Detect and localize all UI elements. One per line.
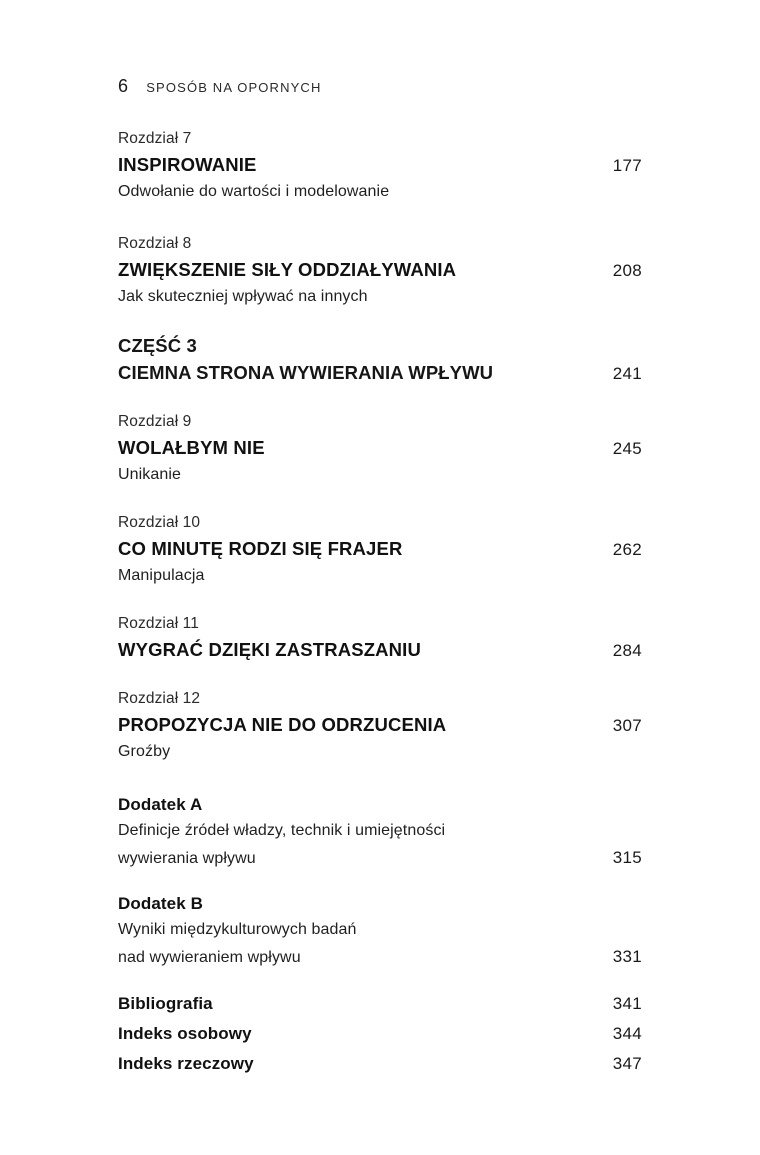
toc-entry-chapter-10[interactable] bbox=[118, 510, 642, 589]
toc-title[interactable]: Indeks osobowy bbox=[118, 1024, 252, 1043]
toc-title[interactable]: WOLAŁBYM NIE bbox=[118, 437, 265, 458]
toc-subtitle: Jak skuteczniej wpływać na innych bbox=[118, 288, 368, 305]
toc-entry-chapter-9[interactable] bbox=[118, 409, 642, 488]
toc-entry-appendix-b[interactable] bbox=[118, 890, 642, 971]
toc-subtitle: Unikanie bbox=[118, 466, 182, 483]
toc-kicker: Rozdział 9 bbox=[118, 413, 192, 430]
toc-entry-chapter-12[interactable] bbox=[118, 686, 642, 765]
toc-entry-chapter-7[interactable] bbox=[118, 126, 642, 205]
toc-page-number[interactable]: 177 bbox=[612, 156, 642, 175]
dot-leader bbox=[263, 1068, 595, 1069]
appendix-description-line-2[interactable]: wywierania wpływu bbox=[118, 850, 256, 867]
appendix-description-line-2[interactable]: nad wywieraniem wpływu bbox=[118, 949, 301, 966]
toc-page-number[interactable]: 284 bbox=[612, 641, 642, 660]
dot-leader bbox=[261, 1038, 595, 1039]
toc-entry-indeks-rzeczowy[interactable] bbox=[118, 1049, 642, 1079]
toc-kicker: Rozdział 8 bbox=[118, 235, 192, 252]
toc-kicker: Rozdział 10 bbox=[118, 514, 201, 531]
page-folio: 6 bbox=[118, 76, 129, 96]
dot-leader bbox=[465, 275, 595, 276]
toc-leader-row bbox=[118, 535, 642, 563]
toc-entry-chapter-11[interactable] bbox=[118, 611, 642, 664]
toc-page-number[interactable]: 347 bbox=[612, 1054, 642, 1073]
toc-subtitle: Odwołanie do wartości i modelowanie bbox=[118, 183, 390, 200]
toc-leader-row bbox=[118, 256, 642, 284]
dot-leader bbox=[222, 1008, 595, 1009]
table-of-contents bbox=[118, 126, 642, 1079]
toc-title[interactable]: ZWIĘKSZENIE SIŁY ODDZIAŁYWANIA bbox=[118, 259, 457, 280]
appendix-description-line-1: Definicje źródeł władzy, technik i umiejętności bbox=[118, 822, 446, 839]
appendix-heading: Dodatek B bbox=[118, 894, 203, 913]
toc-backmatter bbox=[118, 989, 642, 1079]
toc-page-number[interactable]: 262 bbox=[612, 540, 642, 559]
dot-leader bbox=[430, 655, 595, 656]
dot-leader bbox=[266, 170, 595, 171]
appendix-description-line-1: Wyniki międzykulturowych badań bbox=[118, 921, 357, 938]
toc-title[interactable]: Bibliografia bbox=[118, 994, 213, 1013]
toc-page-number[interactable]: 315 bbox=[612, 848, 642, 867]
toc-leader-row bbox=[118, 943, 642, 971]
running-head bbox=[118, 76, 322, 97]
toc-kicker: Rozdział 12 bbox=[118, 690, 201, 707]
dot-leader bbox=[412, 554, 596, 555]
toc-title[interactable]: INSPIROWANIE bbox=[118, 154, 257, 175]
appendix-heading: Dodatek A bbox=[118, 795, 203, 814]
dot-leader bbox=[274, 453, 595, 454]
toc-kicker: Rozdział 11 bbox=[118, 615, 199, 632]
toc-entry-bibliografia[interactable] bbox=[118, 989, 642, 1019]
toc-leader-row bbox=[118, 636, 642, 664]
toc-subtitle: Groźby bbox=[118, 743, 171, 760]
toc-title[interactable]: PROPOZYCJA NIE DO ODRZUCENIA bbox=[118, 714, 447, 735]
toc-leader-row bbox=[118, 359, 642, 387]
toc-leader-row bbox=[118, 434, 642, 462]
toc-page-number[interactable]: 344 bbox=[612, 1024, 642, 1043]
dot-leader bbox=[455, 730, 595, 731]
dot-leader bbox=[310, 961, 595, 962]
toc-page-number[interactable]: 208 bbox=[612, 261, 642, 280]
toc-entry-appendix-a[interactable] bbox=[118, 791, 642, 872]
toc-page-number[interactable]: 307 bbox=[612, 716, 642, 735]
dot-leader bbox=[265, 862, 595, 863]
toc-part-kicker: CZĘŚĆ 3 bbox=[118, 335, 197, 356]
toc-page-number[interactable]: 341 bbox=[612, 994, 642, 1013]
toc-leader-row bbox=[118, 844, 642, 872]
toc-page-number[interactable]: 331 bbox=[612, 947, 642, 966]
toc-title[interactable]: WYGRAĆ DZIĘKI ZASTRASZANIU bbox=[118, 639, 421, 660]
toc-title[interactable]: Indeks rzeczowy bbox=[118, 1054, 254, 1073]
toc-title[interactable]: CIEMNA STRONA WYWIERANIA WPŁYWU bbox=[118, 362, 494, 383]
dot-leader bbox=[502, 378, 595, 379]
toc-title[interactable]: CO MINUTĘ RODZI SIĘ FRAJER bbox=[118, 538, 403, 559]
running-title: SPOSÓB NA OPORNYCH bbox=[146, 80, 322, 95]
toc-entry-chapter-8[interactable] bbox=[118, 231, 642, 310]
toc-kicker: Rozdział 7 bbox=[118, 130, 192, 147]
toc-entry-indeks-osobowy[interactable] bbox=[118, 1019, 642, 1049]
toc-subtitle: Manipulacja bbox=[118, 567, 205, 584]
toc-page-number[interactable]: 241 bbox=[612, 364, 642, 383]
toc-leader-row bbox=[118, 711, 642, 739]
toc-leader-row bbox=[118, 151, 642, 179]
toc-entry-part-3[interactable] bbox=[118, 332, 642, 387]
toc-page-number[interactable]: 245 bbox=[612, 439, 642, 458]
